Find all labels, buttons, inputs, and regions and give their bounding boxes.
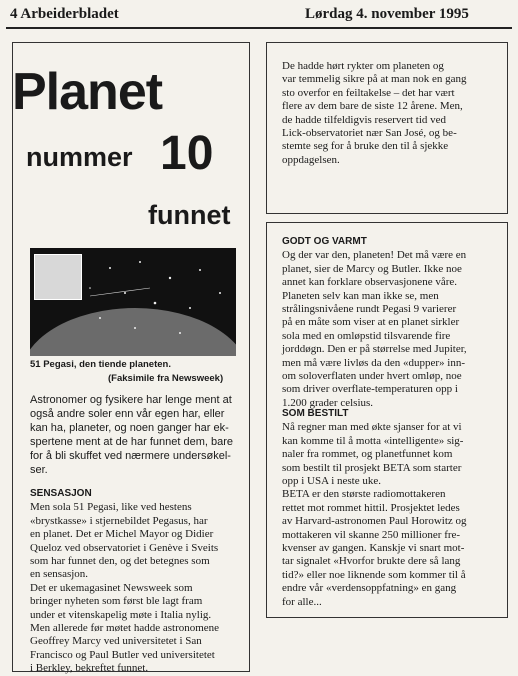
body-line: annet kan forklare observasjonene våre. <box>282 276 458 289</box>
body-line: Nå regner man med økte sjanser for at vi <box>282 421 462 434</box>
body-line: Lick-observatoriet nær San José, og be- <box>282 127 457 140</box>
body-line: av Harvard-astronomen Paul Horowitz og <box>282 515 467 528</box>
body-line: jorddøgn. Den er på størrelse med Jupiter, <box>282 343 467 356</box>
lead-line: spertene ment at de har funnet dem, bare <box>30 436 234 448</box>
body-line: Men allerede før møtet hadde astronomene <box>30 622 220 635</box>
body-line: Planeten selv kan man ikke se, men <box>282 289 439 302</box>
body-line: en sensasjon. <box>30 568 89 581</box>
body-line: de hadde tilfeldigvis reservert tid ved <box>282 113 447 126</box>
body-line: kvenser av gangen. Kanskje vi snart mot- <box>282 542 465 555</box>
body-line: 1.200 grader celsius. <box>282 396 374 409</box>
header-rule <box>6 27 512 29</box>
headline-planet: Planet <box>12 63 163 121</box>
section-heading: SENSASJON <box>30 488 92 499</box>
body-line: Francisco og Paul Butler ved universitetet <box>30 648 215 661</box>
lead-line: ser. <box>30 464 48 476</box>
star-dots <box>30 248 236 356</box>
body-line: om soloverflaten under hvert omløp, noe <box>282 370 462 383</box>
body-line: opp i USA i neste uke. <box>282 475 381 488</box>
headline-nummer: nummer <box>26 142 133 172</box>
body-line: BETA er den største radiomottakeren <box>282 488 446 501</box>
body-line: Men sola 51 Pegasi, like ved hestens <box>30 501 192 514</box>
section-sensasjon <box>30 487 246 676</box>
section-som-bestilt <box>282 407 498 609</box>
lead-line: for å bli skuffet ved nærmere undersøkel- <box>30 450 231 462</box>
body-line: «brystkasse» i stjernebildet Pegasus, har <box>30 514 208 527</box>
issue-date: Lørdag 4. november 1995 <box>305 6 469 22</box>
body-line: bringer nyheten som først ble lagt fram <box>30 595 203 608</box>
body-line: naler fra rommet, og planetfunnet kom <box>282 448 453 461</box>
photo-caption: 51 Pegasi, den tiende planeten. <box>30 359 171 370</box>
body-line: sto overfor en feiltakelse – det har vært <box>282 86 455 99</box>
lead-paragraph <box>30 393 238 477</box>
star-chart-photo <box>30 248 236 356</box>
photo-credit: (Faksimile fra Newsweek) <box>108 373 224 384</box>
body-line: strålingsnivåene rundt Pegasi 9 varierer <box>282 303 457 316</box>
body-line: kan komme til å motta «intelligente» sig- <box>282 434 464 447</box>
body-line: Og der var den, planeten! Det må være en <box>282 249 467 262</box>
body-line: som har funnet den, og det betegnes som <box>30 555 210 568</box>
lead-line: kan ha, planeter, og noen ganger har ek- <box>30 422 229 434</box>
body-line: rettet mot rommet hittil. Prosjektet ledes <box>282 501 460 514</box>
body-line: en planet. Det er Michel Mayor og Didier <box>30 528 214 541</box>
body-line: stemte seg for å bruke den til å sjekke <box>282 140 449 153</box>
section-godt-og-varmt <box>282 235 498 410</box>
body-line: De hadde hørt rykter om planeten og <box>282 60 444 72</box>
newspaper-name: 4 Arbeiderbladet <box>10 6 119 22</box>
body-line: i Berkley, bekreftet funnet. <box>30 662 149 675</box>
lead-line: Astronomer og fysikere har lenge ment at <box>30 394 232 406</box>
body-line: flere av dem bare de siste 12 årene. Men, <box>282 100 463 113</box>
body-line: Det er ukemagasinet Newsweek som <box>30 581 193 594</box>
right-top-text <box>282 60 498 167</box>
lead-line: også andre soler enn vår egen har, eller <box>30 408 225 420</box>
body-line: men må være livløs da den «dupper» inn- <box>282 356 465 369</box>
body-line: som driver overflate-temperaturen opp i <box>282 383 458 396</box>
body-line: tar signalet «Hvorfor brukte dere så lang <box>282 555 461 568</box>
body-line: planet, sier de Marcy og Butler. Ikke noe <box>282 262 462 275</box>
body-line: på en måte som viser at en planet sirkler <box>282 316 460 329</box>
body-line: tid?» eller noe liknende som kommer til å <box>282 568 466 581</box>
body-line: som bestilt til prosjekt BETA som starter <box>282 461 462 474</box>
body-line: oppdagelsen. <box>282 153 340 166</box>
body-line: sola med en omløpstid tilsvarende fire <box>282 329 451 342</box>
section-heading: SOM BESTILT <box>282 408 349 419</box>
body-line: under et vitenskapelig møte i Italia nylig. <box>30 608 212 621</box>
headline-funnet: funnet <box>148 200 231 230</box>
body-line: endre vår «verdensoppfatning» en gang <box>282 582 457 595</box>
body-line: Queloz ved observatoriet i Genève i Sveits <box>30 541 219 554</box>
body-line: for alle... <box>282 595 322 608</box>
headline-number: 10 <box>160 127 214 180</box>
body-line: var temmelig sikre på at man nok en gang <box>282 73 467 86</box>
section-heading: GODT OG VARMT <box>282 236 367 247</box>
body-line: Geoffrey Marcy ved universitetet i San <box>30 635 202 648</box>
body-line: mottakeren vil skanne 250 millioner fre- <box>282 528 461 541</box>
